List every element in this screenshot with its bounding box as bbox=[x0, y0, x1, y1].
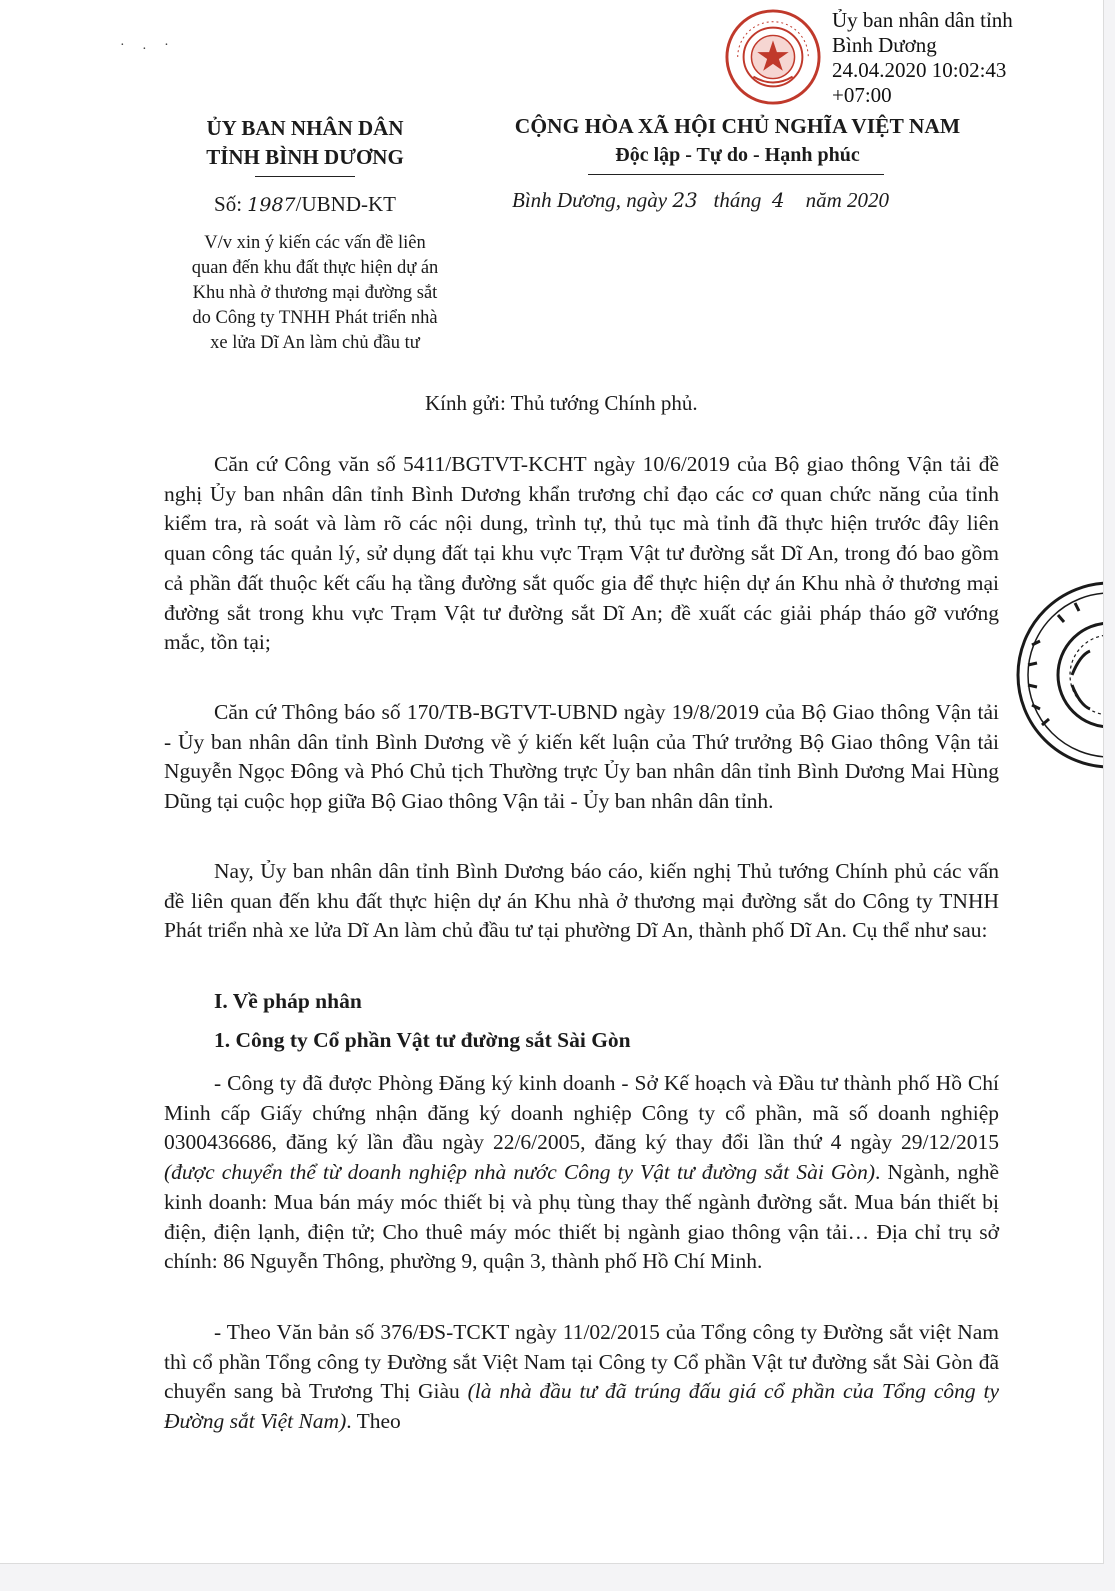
document-date: Bình Dương, ngày 23 tháng 4 năm 2020 bbox=[512, 188, 890, 212]
issuing-organization: ỦY BAN NHÂN DÂN TỈNH BÌNH DƯƠNG bbox=[206, 116, 404, 169]
recipient-line: Kính gửi: Thủ tướng Chính phủ. bbox=[425, 391, 698, 415]
signature-line: Bình Dương bbox=[832, 33, 937, 57]
red-seal-icon bbox=[724, 8, 822, 106]
black-seal-icon bbox=[1010, 575, 1104, 775]
subsection-heading: 1. Công ty Cổ phần Vật tư đường sắt Sài Gòn bbox=[214, 1028, 631, 1052]
document-number: Số: 1987/UBND-KT bbox=[214, 192, 396, 216]
scan-specks: ·.· bbox=[120, 38, 187, 53]
handwritten-number: 1987 bbox=[247, 194, 296, 216]
paragraph-5: - Theo Văn bản số 376/ĐS-TCKT ngày 11/02/2015 của Tổng công ty Đường sắt việt Nam thì cổ phần Tổng công ty Đường sắt Việt Nam tại Công ty Cổ phần Vật tư đường sắt Sài Gòn đã chuyển sang bà Trương Thị Giàu (là nhà đầu tư đã trúng đấu giá cổ phần của Tổng công ty Đường sắt Việt Nam). Theo bbox=[164, 1320, 999, 1434]
signature-timezone: +07:00 bbox=[832, 83, 892, 107]
handwritten-day: 23 bbox=[672, 188, 698, 212]
paragraph-3: Nay, Ủy ban nhân dân tỉnh Bình Dương báo cáo, kiến nghị Thủ tướng Chính phủ các vấn đề liên quan đến khu đất thực hiện dự án Khu nhà ở thương mại đường sắt do Công ty TNHH Phát triển nhà xe lửa Dĩ An làm chủ đầu tư tại phường Dĩ An, thành phố Dĩ An. Cụ thể như sau: bbox=[164, 859, 999, 943]
subject-line: V/v xin ý kiến các vấn đề liên quan đến khu đất thực hiện dự án Khu nhà ở thương mại đường sắt do Công ty TNHH Phát triển nhà xe lửa Dĩ An làm chủ đầu tư bbox=[191, 233, 439, 353]
digital-signature-block bbox=[832, 8, 1092, 108]
paragraph-2: Căn cứ Thông báo số 170/TB-BGTVT-UBND ngày 19/8/2019 của Bộ Giao thông Vận tải - Ủy ban nhân dân tỉnh Bình Dương về ý kiến kết luận của Thứ trưởng Bộ Giao thông Vận tải Nguyễn Ngọc Đông và Phó Chủ tịch Thường trực Ủy ban nhân dân tỉnh Bình Dương Mai Hùng Dũng tại cuộc họp giữa Bộ Giao thông Vận tải - Ủy ban nhân dân tỉnh. bbox=[164, 700, 999, 814]
motto-underline bbox=[588, 174, 884, 175]
paragraph-1: Căn cứ Công văn số 5411/BGTVT-KCHT ngày 10/6/2019 của Bộ giao thông Vận tải đề nghị Ủy ban nhân dân tỉnh Bình Dương khẩn trương chỉ đạo các cơ quan chức năng của tỉnh kiểm tra, rà soát và làm rõ các nội dung, trình tự, thủ tục mà tỉnh đã thực hiện trước đây liên quan công tác quản lý, sử dụng đất tại khu vực Trạm Vật tư đường sắt Dĩ An, trong đó bao gồm cả phần đất thuộc kết cấu hạ tầng đường sắt quốc gia để thực hiện dự án Khu nhà ở thương mại đường sắt trong khu vực Trạm Vật tư đường sắt Dĩ An; đề xuất các giải pháp tháo gỡ vướng mắc, tồn tại; bbox=[164, 452, 999, 655]
paragraph-4: - Công ty đã được Phòng Đăng ký kinh doanh - Sở Kế hoạch và Đầu tư thành phố Hồ Chí Minh cấp Giấy chứng nhận đăng ký doanh nghiệp Công ty cổ phần, mã số doanh nghiệp 0300436686, đăng ký lần đầu ngày 22/6/2005, đăng ký thay đổi lần thứ 4 ngày 29/12/2015 (được chuyển thể từ doanh nghiệp nhà nước Công ty Vật tư đường sắt Sài Gòn). Ngành, nghề kinh doanh: Mua bán máy móc thiết bị và phụ tùng thay thế ngành đường sắt. Mua bán thiết bị điện, điện lạnh, điện tử; Cho thuê máy móc thiết bị ngành giao thông vận tải… Địa chỉ trụ sở chính: 86 Nguyễn Thông, phường 9, quận 3, thành phố Hồ Chí Minh. bbox=[164, 1071, 999, 1274]
handwritten-month: 4 bbox=[771, 188, 785, 212]
signature-line: Ủy ban nhân dân tỉnh bbox=[832, 8, 1013, 32]
section-heading: I. Về pháp nhân bbox=[214, 989, 362, 1013]
national-title: CỘNG HÒA XÃ HỘI CHỦ NGHĨA VIỆT NAM Độc lập - Tự do - Hạnh phúc bbox=[514, 114, 961, 166]
signature-timestamp: 24.04.2020 10:02:43 bbox=[832, 58, 1007, 82]
org-underline bbox=[255, 176, 355, 177]
